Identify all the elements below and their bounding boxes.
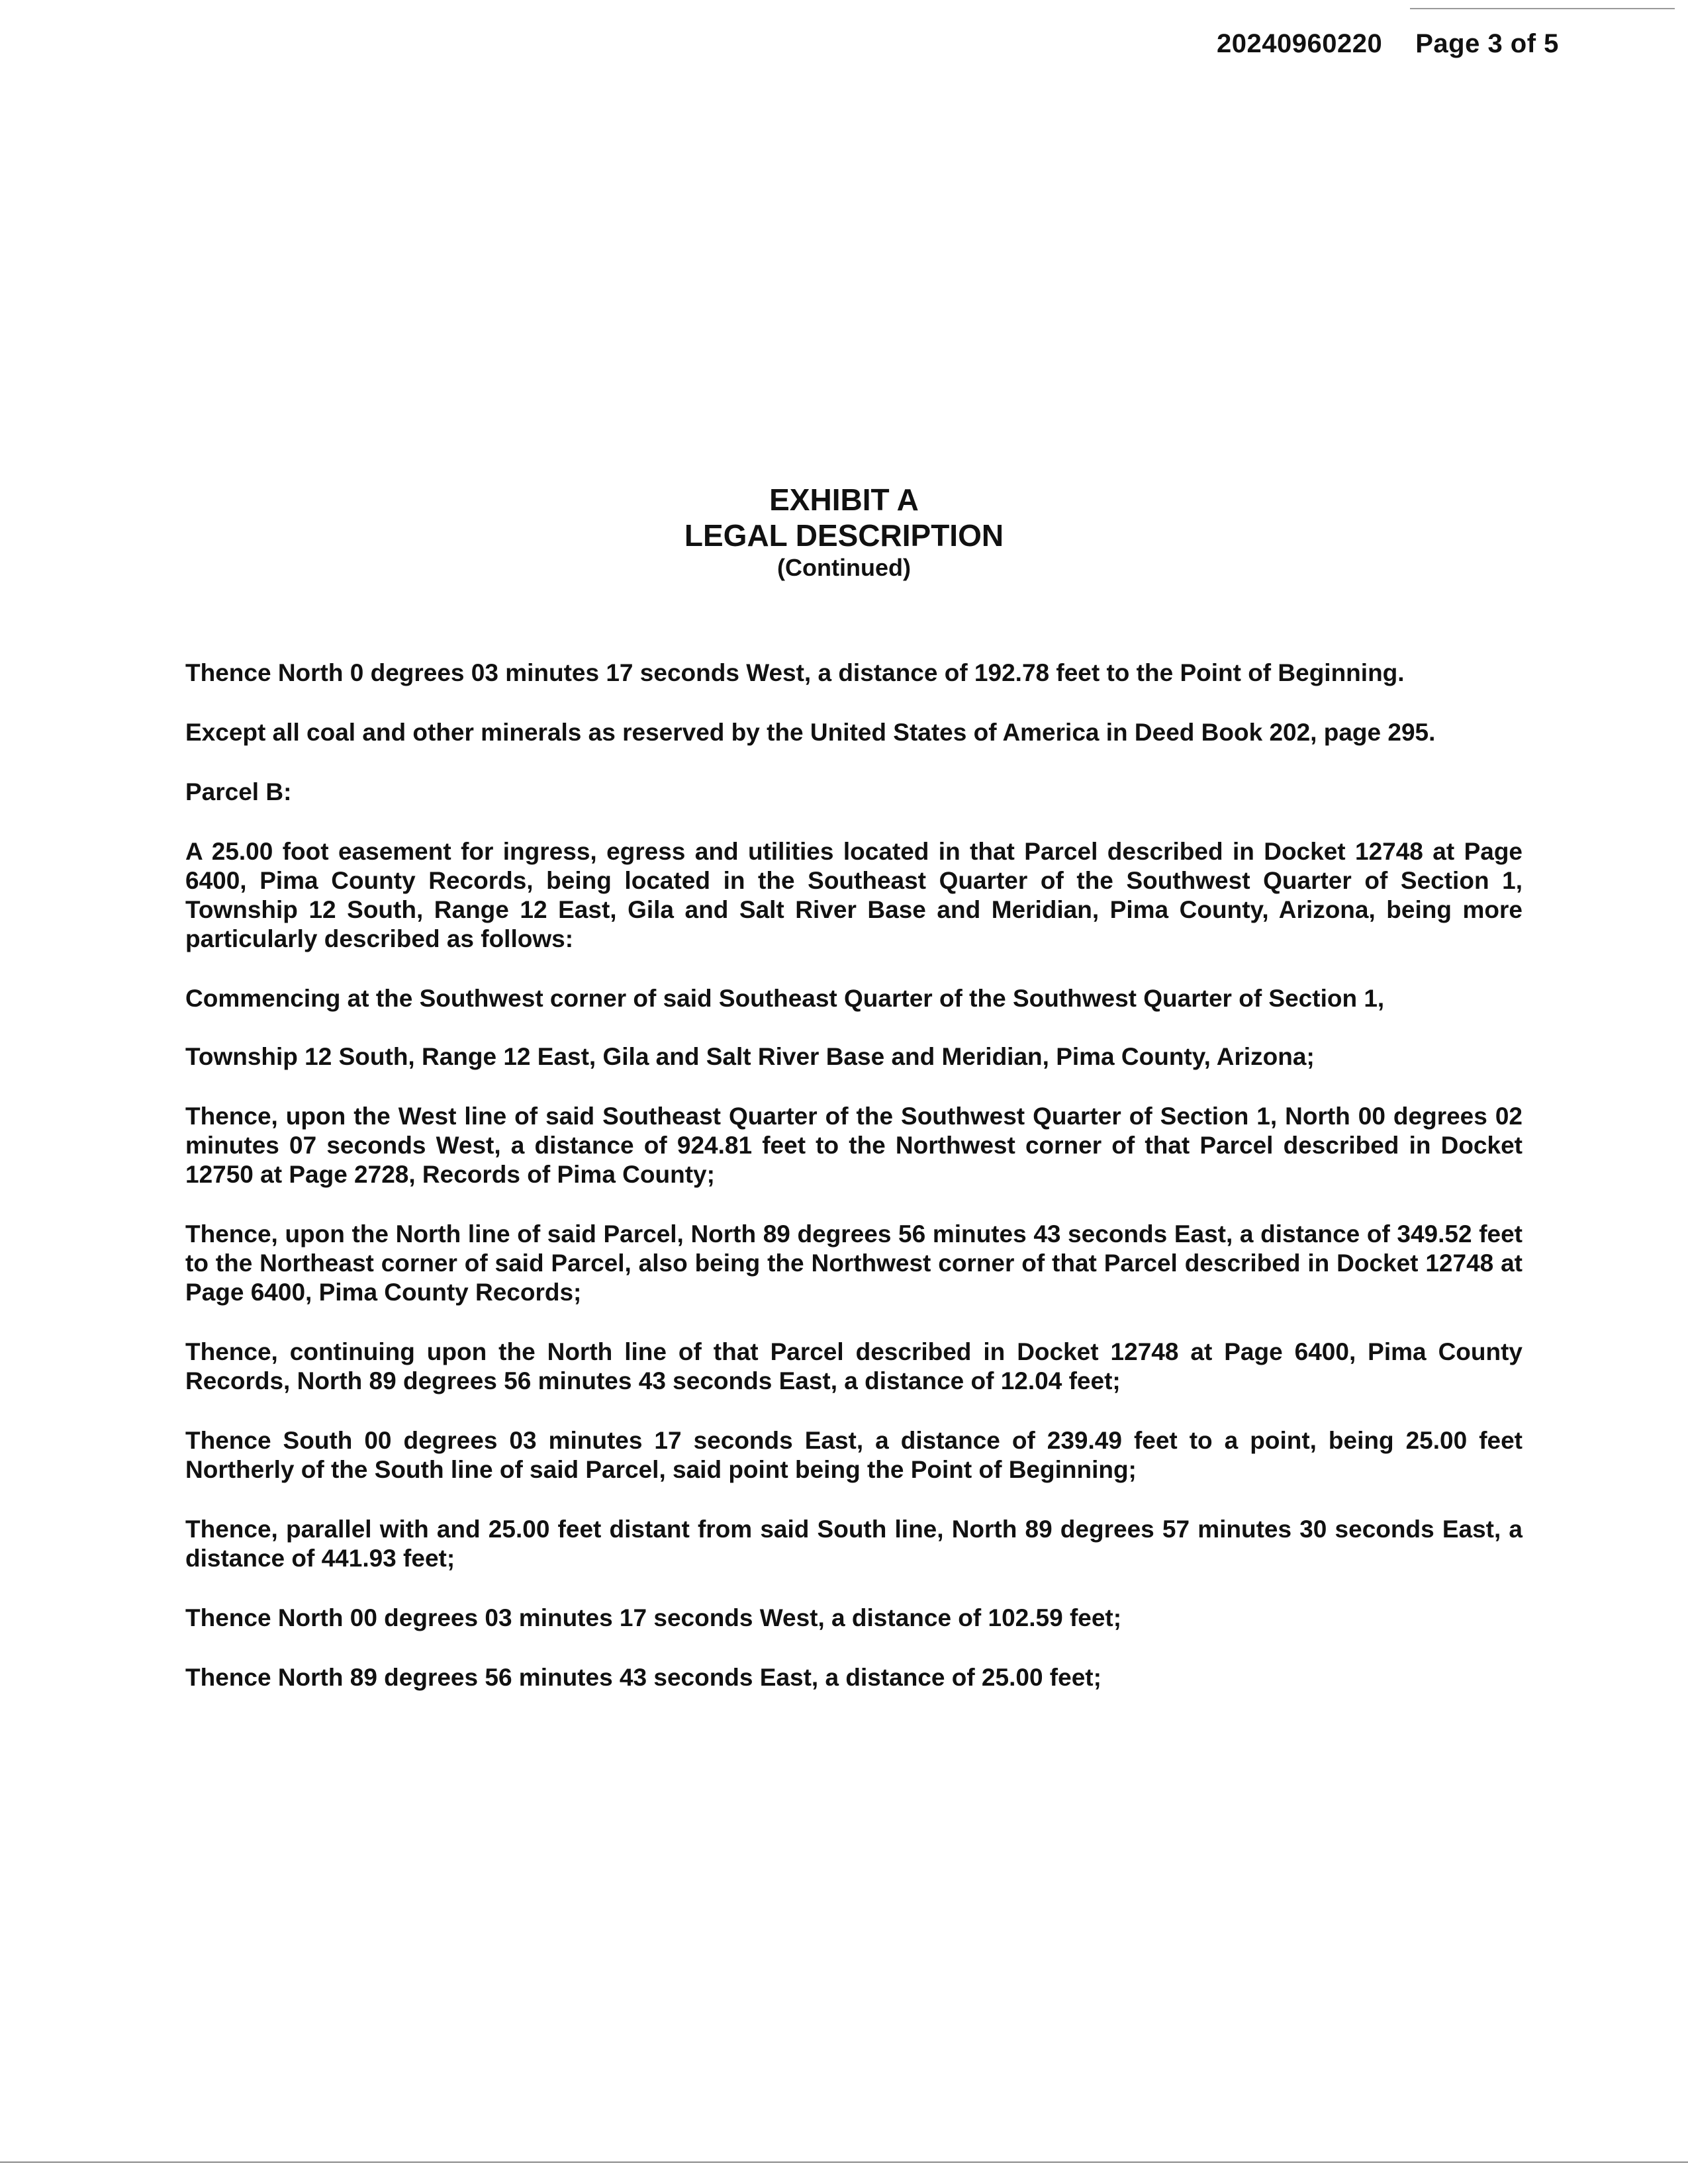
paragraph-mineral-exception: Except all coal and other minerals as reserved by the United States of America in Deed Book 202, page 295. [185, 719, 1436, 746]
paragraph-point-of-beginning: Thence North 0 degrees 03 minutes 17 seconds West, a distance of 192.78 feet to the Point of Beginning. [185, 659, 1405, 686]
page-number-label: Page 3 of 5 [1415, 29, 1559, 58]
paragraph-course-north-00: Thence North 00 degrees 03 minutes 17 seconds West, a distance of 102.59 feet; [185, 1604, 1122, 1631]
paragraph-course-north-89: Thence North 89 degrees 56 minutes 43 seconds East, a distance of 25.00 feet; [185, 1664, 1102, 1691]
bottom-scan-rule [0, 2161, 1688, 2163]
page-header [1217, 29, 1559, 59]
paragraph-course-west-line: Thence, upon the West line of said Southeast Quarter of the Southwest Quarter of Section 1, North 00 degrees 02 minutes 07 seconds West, a distance of 924.81 feet to the Northwest corner of that Parcel described in Docket 12750 at Page 2728, Records of Pima County; [185, 1103, 1523, 1188]
parcel-b-heading: Parcel B: [185, 778, 292, 805]
legal-description-body [185, 659, 1523, 1723]
exhibit-title: EXHIBIT A [769, 482, 919, 517]
paragraph-commencing: Commencing at the Southwest corner of said Southeast Quarter of the Southwest Quarter of Section 1, [185, 985, 1385, 1012]
paragraph-course-parallel: Thence, parallel with and 25.00 feet distant from said South line, North 89 degrees 57 minutes 30 seconds East, a distance of 441.93 feet; [185, 1516, 1523, 1572]
paragraph-easement: A 25.00 foot easement for ingress, egress and utilities located in that Parcel described in Docket 12748 at Page 6400, Pima County Records, being located in the Southeast Quarter of the Southwest Quarter of Section 1, Township 12 South, Range 12 East, Gila and Salt River Base and Meridian, Pima County, Arizona, being more particularly described as follows: [185, 838, 1523, 952]
exhibit-subtitle: LEGAL DESCRIPTION [684, 518, 1004, 553]
paragraph-township: Township 12 South, Range 12 East, Gila and Salt River Base and Meridian, Pima County, Arizona; [185, 1043, 1315, 1070]
paragraph-course-south: Thence South 00 degrees 03 minutes 17 seconds East, a distance of 239.49 feet to a point, being 25.00 feet Northerly of the South line of said Parcel, said point being the Point of Beginning; [185, 1427, 1523, 1483]
paragraph-course-continuing: Thence, continuing upon the North line of that Parcel described in Docket 12748 at Page 6400, Pima County Records, North 89 degrees 56 minutes 43 seconds East, a distance of 12.04 feet; [185, 1338, 1523, 1394]
paragraph-course-north-line: Thence, upon the North line of said Parcel, North 89 degrees 56 minutes 43 seconds East, a distance of 349.52 feet to the Northeast corner of said Parcel, also being the Northwest corner of that Parcel described in Docket 12748 at Page 6400, Pima County Records; [185, 1220, 1523, 1306]
exhibit-title-block [0, 482, 1688, 582]
continued-label: (Continued) [777, 554, 911, 581]
document-number: 20240960220 [1217, 29, 1383, 58]
top-scan-rule [1410, 8, 1675, 9]
